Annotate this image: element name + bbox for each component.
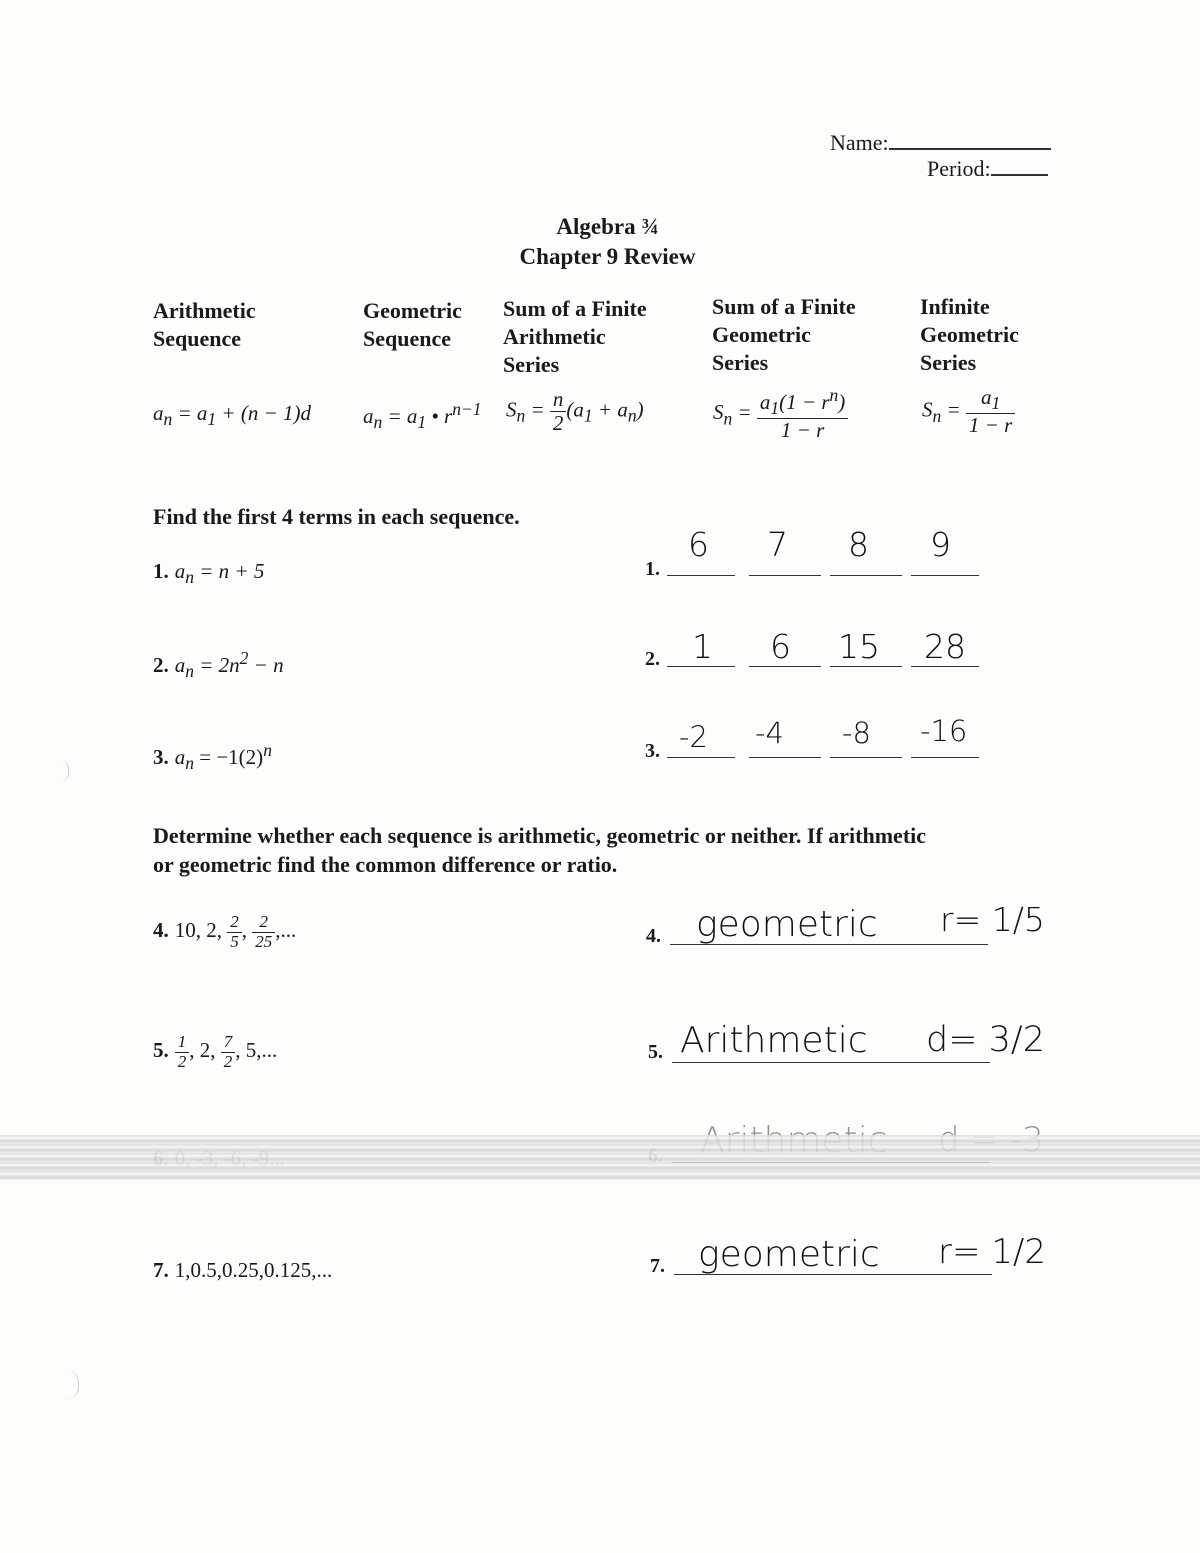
answer-2-term-1: 1 [692, 627, 713, 666]
answer-2-term-2: 6 [770, 627, 791, 666]
formula-head-infinite-geometric-series: Infinite Geometric Series [920, 294, 1019, 375]
answer-7-parameter: r= 1/2 [938, 1232, 1046, 1272]
answer-1-blank-2[interactable] [749, 575, 821, 576]
answer-5-type: Arithmetic [680, 1020, 868, 1061]
answer-3-blank-1[interactable] [667, 757, 735, 758]
formula-geometric-sequence: $a_n = a_1$ • $r^{n-1}$ [363, 399, 482, 433]
answer-4-parameter: r= 1/5 [940, 900, 1045, 939]
formula-infinite-geometric-series: $S_n$ = $\frac{a_1}{1 - r}$ [922, 386, 1015, 438]
answer-3-term-2: -4 [755, 716, 784, 750]
answer-2-blank-2[interactable] [749, 666, 821, 667]
formula-head-geometric-sequence: Geometric Sequence [363, 298, 462, 351]
answer-3-label: 3. [645, 740, 660, 762]
formula-arithmetic-sequence: $a_n = a_1 + (n - 1)d$ [153, 401, 311, 430]
problem-1: 1. $a_n = n + 5$ [153, 559, 265, 588]
formula-finite-arithmetic-series: $S_n$ = $\frac{n}{2}$ $(a_1 + a_n)$ [506, 387, 644, 436]
scan-mark-hole-2 [66, 1370, 79, 1400]
page-title [450, 212, 765, 272]
answer-1-blank-1[interactable] [667, 575, 735, 576]
period-field[interactable] [927, 154, 1048, 183]
answer-5-label: 5. [648, 1041, 663, 1063]
scan-artifact-band [0, 1135, 1200, 1180]
answer-1-term-2: 7 [767, 525, 788, 564]
name-field[interactable] [830, 128, 1051, 157]
answer-3-blank-4[interactable] [911, 757, 979, 758]
problem-7-expr: 1,0.5,0.25,0.125,... [174, 1258, 333, 1282]
formula-head-finite-arithmetic-series: Sum of a Finite Arithmetic Series [503, 296, 647, 377]
formula-finite-geometric-series: $S_n$ = $\frac{a_1(1 - r^n)}{1 - r}$ [713, 386, 848, 443]
answer-2-blank-1[interactable] [667, 666, 735, 667]
problem-3: 3. $a_n = -1(2)^n$ [153, 740, 272, 774]
answer-3-blank-2[interactable] [749, 757, 821, 758]
answer-5-blank[interactable] [672, 1062, 990, 1063]
answer-4-label: 4. [646, 925, 661, 947]
answer-1-term-1: 6 [688, 525, 709, 564]
problem-2: 2. $a_n = 2n^2 - n$ [153, 648, 284, 682]
problem-5: 5. $\frac{1}{2}$ , 2, $\frac{7}{2}$ , 5,... [153, 1032, 278, 1071]
problem-4: 4. 10, 2, $\frac{2}{5}$ , $\frac{2}{25}$ ,... [153, 912, 297, 951]
answer-1-label: 1. [645, 558, 660, 580]
answer-4-type: geometric [696, 904, 878, 945]
formula-head-finite-geometric-series: Sum of a Finite Geometric Series [712, 294, 856, 375]
answer-2-term-3: 15 [838, 627, 880, 666]
answer-1-blank-4[interactable] [911, 575, 979, 576]
answer-1-term-4: 9 [930, 525, 951, 564]
scan-mark-hole-1 [60, 760, 69, 782]
name-label: Name: [830, 130, 889, 155]
formula-head-arithmetic-sequence: Arithmetic Sequence [153, 298, 256, 351]
problem-7: 7. 1,0.5,0.25,0.125,... [153, 1258, 333, 1282]
answer-2-blank-3[interactable] [830, 666, 902, 667]
section1-instruction: Find the first 4 terms in each sequence. [153, 504, 520, 529]
answer-7-label: 7. [650, 1255, 665, 1277]
answer-2-label: 2. [645, 648, 660, 670]
answer-5-parameter: d= 3/2 [926, 1020, 1045, 1060]
section2-instruction: Determine whether each sequence is arithmetic, geometric or neither. If arithmetic or geometric find the common difference or ratio. [153, 823, 927, 877]
answer-3-term-4: -16 [920, 714, 968, 748]
name-blank[interactable] [889, 128, 1051, 150]
answer-3-blank-3[interactable] [830, 757, 902, 758]
answer-3-term-1: -2 [679, 720, 708, 754]
answer-1-blank-3[interactable] [830, 575, 902, 576]
period-label: Period: [927, 156, 991, 181]
answer-2-term-4: 28 [924, 627, 966, 666]
answer-7-type: geometric [698, 1234, 880, 1275]
answer-2-blank-4[interactable] [911, 666, 979, 667]
title-chapter: Chapter 9 Review [519, 244, 696, 269]
answer-1-term-3: 8 [848, 525, 869, 564]
answer-3-term-3: -8 [842, 716, 871, 750]
period-blank[interactable] [991, 154, 1048, 176]
title-course: Algebra ¾ [556, 214, 659, 239]
